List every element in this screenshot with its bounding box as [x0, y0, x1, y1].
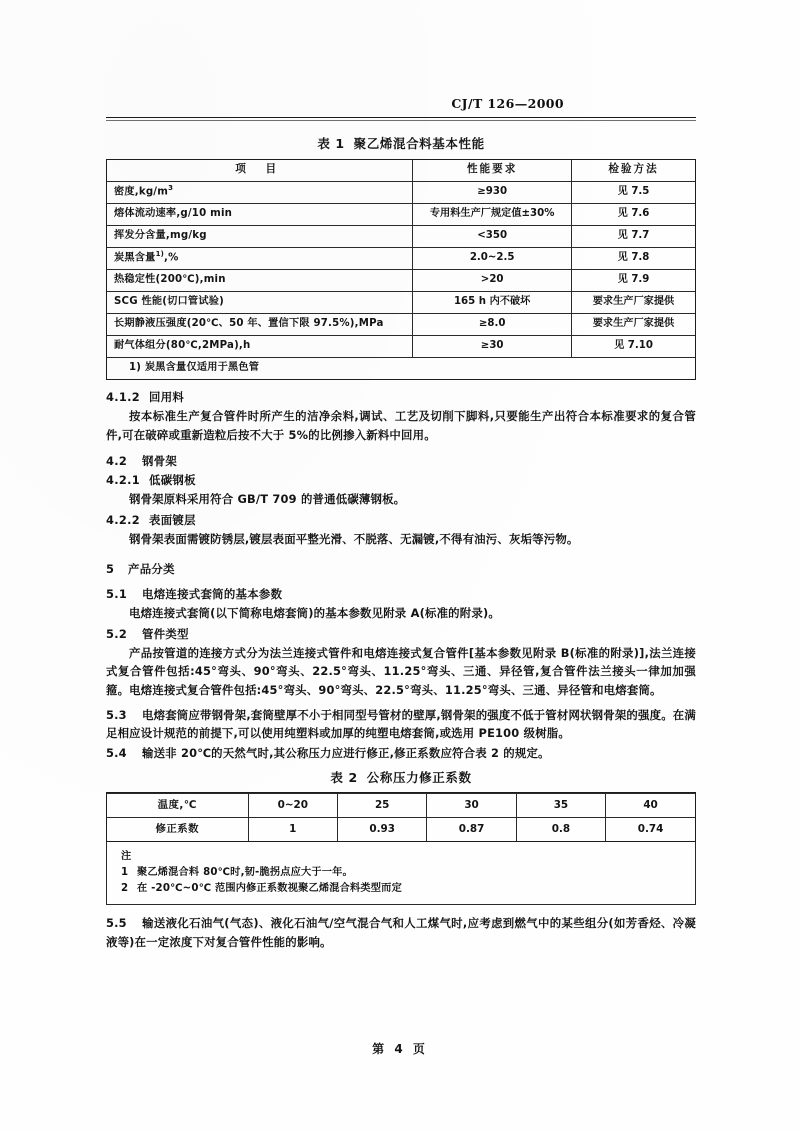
- table2-nominal-pressure-correction: [107, 793, 695, 841]
- table1-item: 热稳定性(200℃),min: [107, 269, 413, 291]
- table1-method: 要求生产厂家提供: [572, 291, 695, 313]
- table2-temperature-cell: 35: [516, 794, 605, 818]
- table1-item: 耐气体组分(80℃,2MPa),h: [107, 335, 413, 357]
- table-row: [107, 203, 695, 225]
- table2-row-label-temperature: 温度,℃: [107, 794, 248, 818]
- table1-method: 见 7.9: [572, 269, 695, 291]
- table2-temperature-cell: 0~20: [248, 794, 337, 818]
- table2-frame: [106, 792, 696, 842]
- clause-number: 5.3: [106, 708, 127, 722]
- standard-code-header: CJ/T 126—2000: [451, 96, 564, 111]
- clause-5-5: [106, 914, 696, 951]
- clause-4-2-heading: [106, 453, 696, 469]
- clause-4-1-2-heading: [106, 389, 696, 405]
- table2-temperature-cell: 25: [337, 794, 426, 818]
- table-row: [107, 313, 695, 335]
- table1-item: 密度$,kg/m^3$: [107, 181, 413, 203]
- table2-note-item: [107, 865, 695, 881]
- table2-caption-number: 表 2: [330, 770, 358, 786]
- table2-coefficient-cell: 0.8: [516, 818, 605, 842]
- table1-footnote-row: [107, 357, 695, 379]
- table-row: [107, 818, 695, 842]
- table1-item: 炭黑含量$^{1)}$,%: [107, 247, 413, 269]
- clause-number: 4.2: [106, 454, 128, 469]
- table1-method: 要求生产厂家提供: [572, 313, 695, 335]
- table1-body: [107, 181, 695, 379]
- table1-item: 长期静液压强度(20℃、50 年、置信下限 97.5%),MPa: [107, 313, 413, 335]
- clause-number: 4.1.2: [106, 390, 140, 405]
- table1-col-item: 项 目: [107, 160, 413, 182]
- clause-4-2-2-heading: [106, 512, 696, 528]
- table1-method: 见 7.10: [572, 335, 695, 357]
- page-content: [106, 96, 696, 951]
- note-text: 聚乙烯混合料 80℃时,韧-脆拐点应大于一年。: [137, 867, 353, 879]
- clause-5-2-body: 产品按管道的连接方式分为法兰连接式管件和电熔连接式复合管件[基本参数见附录 B(标准的附录)],法兰连接式复合管件包括:45°弯头、90°弯头、22.5°弯头、11.25°弯头、三通、异径管,复合管件法兰接头一律加加强箍。电熔连接式复合管件包括:45°弯头、90°弯头、22.5°弯头、11.25°弯头、三通、异径管和电熔套筒。: [106, 645, 696, 697]
- clause-body: 电熔套筒应带钢骨架,套筒壁厚不小于相同型号管材的壁厚,钢骨架的强度不低于管材网状钢骨架的强度。在满足相应设计规范的前提下,可以使用纯塑料或加厚的纯塑电熔套筒,或选用 PE100 级树脂。: [106, 708, 696, 741]
- note-number: 1: [121, 867, 129, 879]
- clause-title: 产品分类: [128, 562, 175, 577]
- table1-value: ≥8.0: [413, 313, 572, 335]
- table-row: [107, 247, 695, 269]
- table1-value: ≥30: [413, 335, 572, 357]
- clause-title: 表面镀层: [149, 512, 196, 527]
- table2-coefficient-cell: 0.87: [427, 818, 516, 842]
- table2-coefficient-cell: 1: [248, 818, 337, 842]
- table2-coefficient-cell: 0.93: [337, 818, 426, 842]
- table-row: [107, 181, 695, 203]
- clause-title: 电熔连接式套筒的基本参数: [142, 587, 283, 602]
- table1-footnote: 1) 炭黑含量仅适用于黑色管: [107, 357, 695, 379]
- table1-item: 挥发分含量,mg/kg: [107, 225, 413, 247]
- clause-4-1-2-body: 按本标准生产复合管件时所产生的洁净余料,调试、工艺及切削下脚料,只要能生产出符合本标准要求的复合管件,可在破碎或重新造粒后按不大于 5%的比例掺入新料中回用。: [106, 409, 696, 442]
- page-number-label: 第 4 页: [372, 1042, 428, 1056]
- table2-temperature-cell: 30: [427, 794, 516, 818]
- table2-coefficient-cell: 0.74: [606, 818, 695, 842]
- table2-row-label-coefficient: 修正系数: [107, 818, 248, 842]
- table2-wrapper: [106, 792, 696, 905]
- table1-method: 见 7.7: [572, 225, 695, 247]
- table1-value: <350: [413, 225, 572, 247]
- table2-caption: [106, 768, 696, 786]
- table1-col-requirement: 性能要求: [413, 160, 572, 182]
- table2-caption-title: 公称压力修正系数: [366, 770, 472, 786]
- clause-number: 5.2: [106, 626, 128, 641]
- clause-5-3: [106, 706, 696, 743]
- table1-item: SCG 性能(切口管试验): [107, 291, 413, 313]
- table1-frame: [106, 159, 696, 381]
- table-row: [107, 225, 695, 247]
- table1-caption: [106, 134, 696, 152]
- table1-value: >20: [413, 269, 572, 291]
- table1-method: 见 7.5: [572, 181, 695, 203]
- clause-5-4: [106, 744, 696, 762]
- page-footer: [0, 1040, 800, 1057]
- table-row: [107, 794, 695, 818]
- table1-caption-title: 聚乙烯混合料基本性能: [353, 135, 485, 151]
- clause-5-1-body: 电熔连接式套筒(以下简称电熔套筒)的基本参数见附录 A(标准的附录)。: [129, 606, 500, 621]
- clause-number: 5.4: [106, 745, 127, 760]
- table1-item: 熔体流动速率,g/10 min: [107, 203, 413, 225]
- table1-value: 专用料生产厂规定值±30%: [413, 203, 572, 225]
- table2-note-item: [107, 881, 695, 897]
- clause-5-heading: [106, 561, 696, 577]
- table1-value: 2.0~2.5: [413, 247, 572, 269]
- clause-title: 管件类型: [142, 626, 189, 641]
- note-text: 在 -20℃~0℃ 范围内修正系数视聚乙烯混合料类型而定: [137, 883, 402, 895]
- superscript: 1): [155, 250, 165, 259]
- table-row: [107, 269, 695, 291]
- clause-body: 输送非 20℃的天然气时,其公称压力应进行修正,修正系数应符合表 2 的规定。: [142, 745, 550, 760]
- table1-method: 见 7.6: [572, 203, 695, 225]
- table-row: [107, 335, 695, 357]
- clause-4-2-2-body: 钢骨架表面需镀防锈层,镀层表面平整光滑、不脱落、无漏镀,不得有油污、灰垢等污物。: [129, 531, 579, 546]
- table1-value: ≥930: [413, 181, 572, 203]
- table2-notes-title: 注: [121, 851, 132, 863]
- clause-title: 回用料: [149, 390, 185, 405]
- superscript: 3: [168, 184, 174, 193]
- table1-header-row: [107, 160, 695, 182]
- table-row: [107, 291, 695, 313]
- table2-notes: [106, 842, 696, 905]
- clause-number: 5.5: [106, 916, 127, 931]
- clause-5-2-heading: [106, 626, 696, 642]
- clause-4-2-1-heading: [106, 472, 696, 488]
- clause-4-2-1-body: 钢骨架原料采用符合 GB/T 709 的普通低碳薄钢板。: [129, 492, 406, 507]
- clause-title: 低碳钢板: [149, 473, 196, 488]
- table2-temperature-cell: 40: [606, 794, 695, 818]
- clause-number: 4.2.1: [106, 473, 140, 488]
- note-number: 2: [121, 883, 129, 895]
- table1-col-test-method: 检验方法: [572, 160, 695, 182]
- clause-5-1-heading: [106, 586, 696, 602]
- table1-value: 165 h 内不破坏: [413, 291, 572, 313]
- clause-number: 5: [106, 562, 115, 577]
- table1-caption-number: 表 1: [317, 135, 345, 151]
- clause-number: 4.2.2: [106, 512, 140, 527]
- table1-properties-of-pe-compound: [107, 160, 695, 380]
- table2-body: [107, 794, 695, 842]
- header-divider-rule: [106, 117, 696, 121]
- clause-title: 钢骨架: [142, 454, 178, 469]
- table1-method: 见 7.8: [572, 247, 695, 269]
- clause-body: 输送液化石油气(气态)、液化石油气/空气混合气和人工煤气时,应考虑到燃气中的某些组分(如芳香烃、冷凝液等)在一定浓度下对复合管件性能的影响。: [106, 916, 696, 949]
- clause-number: 5.1: [106, 587, 128, 602]
